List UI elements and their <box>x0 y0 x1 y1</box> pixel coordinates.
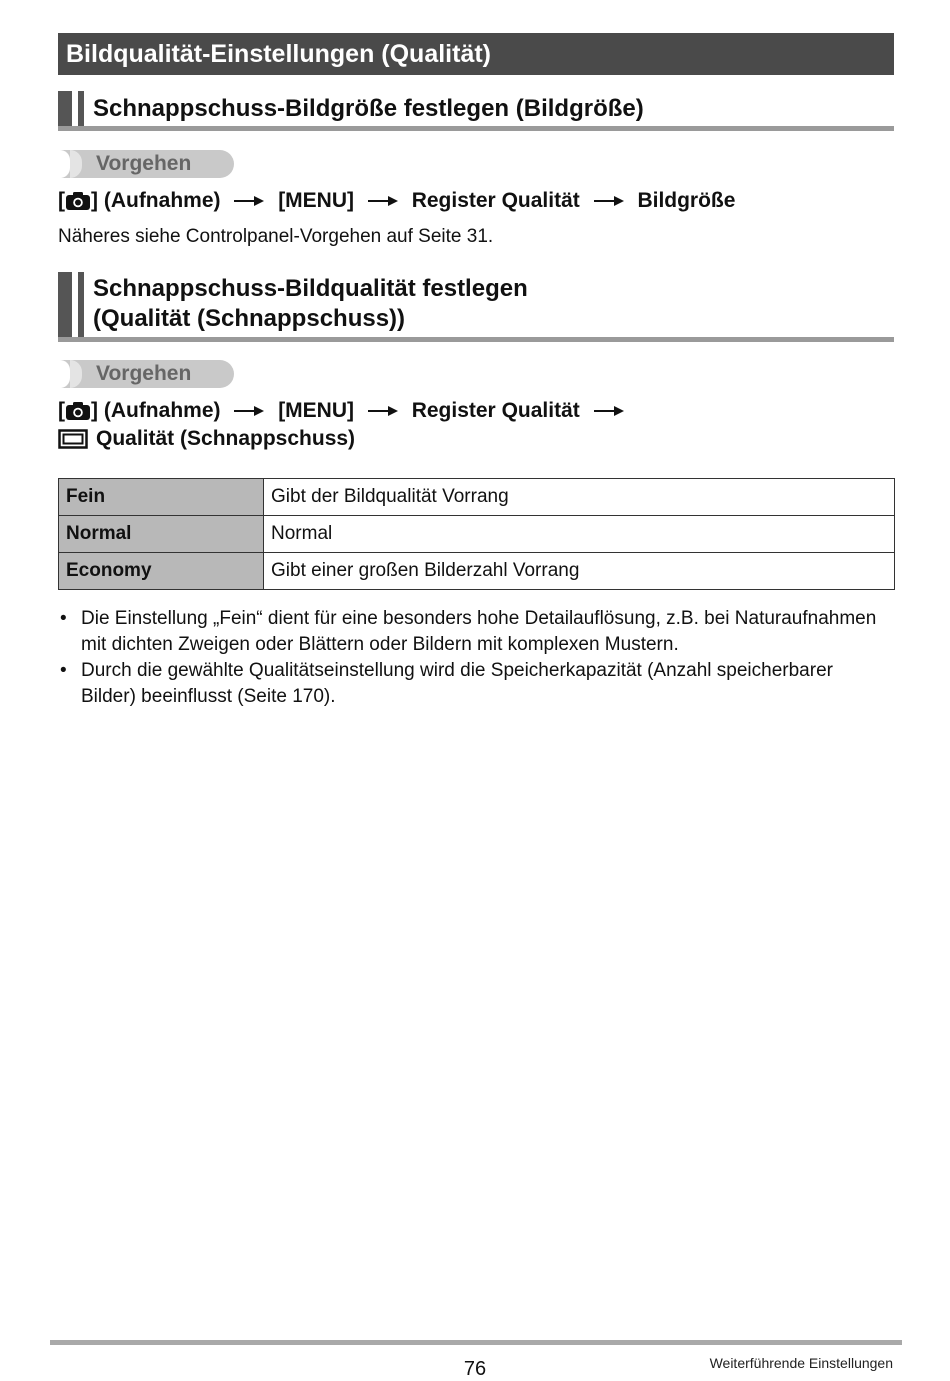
camera-icon <box>65 401 91 421</box>
page-title <box>58 33 894 75</box>
note-text: Die Einstellung „Fein“ dient für eine besonders hohe Detailauflösung, z.B. bei Naturaufnahmen mit dichten Zweigen oder Blättern oder Bildern mit komplexen Mustern. <box>81 608 877 655</box>
footer-divider <box>50 1340 902 1345</box>
section-title: Schnappschuss-Bildgröße festlegen (Bildgröße) <box>93 95 644 122</box>
menu-path <box>58 397 632 425</box>
setting-description: Gibt der Bildqualität Vorrang <box>264 479 895 516</box>
procedure-badge <box>60 150 234 178</box>
table-row <box>59 553 895 590</box>
menu-key-label: [MENU] <box>278 189 355 213</box>
menu-key-label: [MENU] <box>278 399 355 423</box>
section-title <box>93 272 894 334</box>
heading-bar-decoration <box>78 272 84 337</box>
camera-icon <box>65 191 91 211</box>
image-size-item: Bildgröße <box>637 189 736 213</box>
setting-name: Fein <box>59 479 264 516</box>
bracket-open: [ <box>58 399 65 423</box>
heading-bar-decoration <box>58 91 72 126</box>
shooting-mode-label: ] (Aufnahme) <box>91 189 221 213</box>
arrow-right-icon <box>594 406 624 416</box>
notes-list <box>58 606 878 710</box>
setting-description: Normal <box>264 516 895 553</box>
heading-bar-decoration <box>78 91 84 126</box>
bullet-symbol: • <box>60 660 67 681</box>
setting-name: Economy <box>59 553 264 590</box>
setting-name: Normal <box>59 516 264 553</box>
badge-notch <box>60 360 70 388</box>
table-row <box>59 479 895 516</box>
procedure-label: Vorgehen <box>96 362 192 385</box>
chapter-label: Weiterführende Einstellungen <box>709 1355 893 1371</box>
table-row <box>59 516 895 553</box>
shooting-mode-label: ] (Aufnahme) <box>91 399 221 423</box>
badge-notch <box>60 150 70 178</box>
quality-tab-label: Register Qualität <box>411 189 580 213</box>
page-title-text: Bildqualität-Einstellungen (Qualität) <box>66 39 491 68</box>
section-title-line: Schnappschuss-Bildqualität festlegen <box>93 275 528 302</box>
list-item <box>58 658 878 710</box>
arrow-right-icon <box>234 406 264 416</box>
quality-options-table <box>58 478 895 590</box>
snapshot-quality-icon <box>58 428 88 450</box>
quality-tab-label: Register Qualität <box>411 399 580 423</box>
arrow-right-icon <box>594 196 624 206</box>
procedure-badge <box>60 360 234 388</box>
reference-note: Näheres siehe Controlpanel-Vorgehen auf Seite 31. <box>58 226 494 247</box>
arrow-right-icon <box>234 196 264 206</box>
section-heading-image-quality <box>58 272 894 342</box>
note-text: Durch die gewählte Qualitätseinstellung wird die Speicherkapazität (Anzahl speicherbarer Bilder) beeinflusst (Seite 170). <box>81 660 833 707</box>
quality-item: Qualität (Schnappschuss) <box>96 427 356 451</box>
bracket-open: [ <box>58 189 65 213</box>
section-heading-image-size <box>58 91 894 131</box>
badge-notch <box>70 150 82 178</box>
page-number: 76 <box>463 1358 487 1380</box>
heading-bar-decoration <box>58 272 72 337</box>
menu-path <box>58 187 735 215</box>
badge-notch <box>70 360 82 388</box>
list-item <box>58 606 878 658</box>
arrow-right-icon <box>368 196 398 206</box>
setting-description: Gibt einer großen Bilderzahl Vorrang <box>264 553 895 590</box>
arrow-right-icon <box>368 406 398 416</box>
procedure-label: Vorgehen <box>96 152 192 175</box>
bullet-symbol: • <box>60 608 67 629</box>
section-title-line: (Qualität (Schnappschuss)) <box>93 305 406 332</box>
menu-path-continuation <box>58 425 355 453</box>
